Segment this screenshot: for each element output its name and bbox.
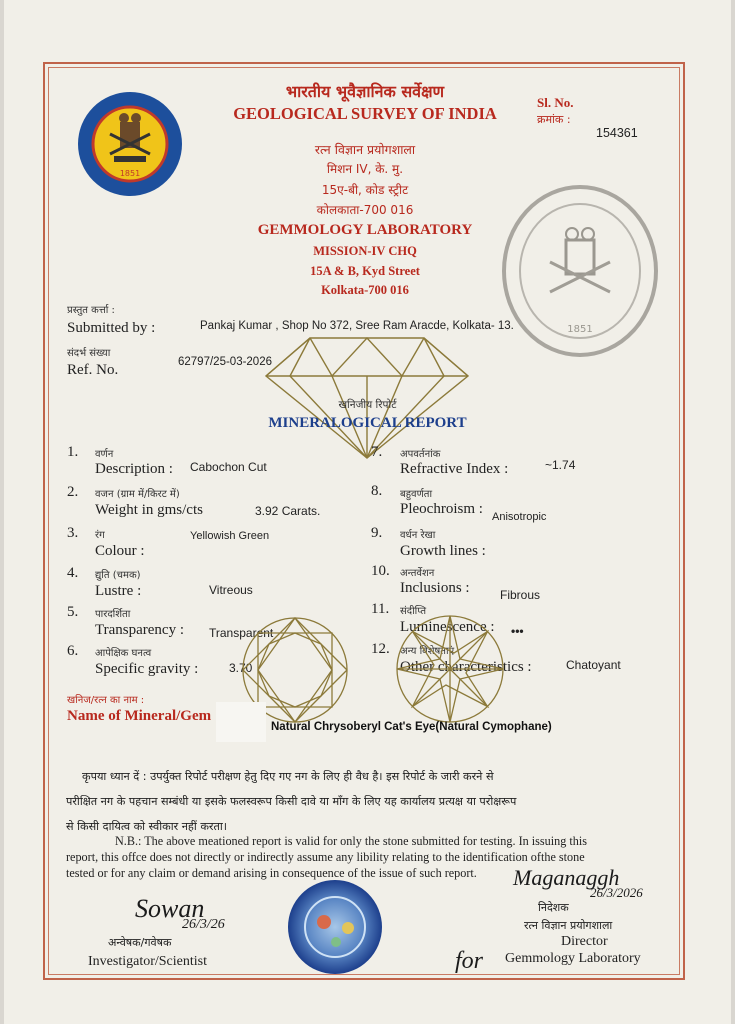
item-10-hindi: अन्तर्वेशन bbox=[400, 568, 435, 579]
header-hindi-title: भारतीय भूवैज्ञानिक सर्वेक्षण bbox=[285, 82, 445, 101]
sl-label: Sl. No. bbox=[537, 95, 574, 110]
item-2-value: 3.92 Carats. bbox=[255, 504, 321, 518]
item-10-value: Fibrous bbox=[500, 588, 541, 602]
report-title-hindi: खनिजीय रिपोर्ट bbox=[338, 399, 397, 411]
item-12-value: Chatoyant bbox=[566, 658, 621, 672]
ref-label: Ref. No. bbox=[67, 362, 119, 378]
mineral-value: Natural Chrysoberyl Cat's Eye(Natural Cymophane) bbox=[271, 721, 552, 733]
submitted-value: Pankaj Kumar , Shop No 372, Sree Ram Aracde, Kolkata- 13. bbox=[200, 320, 514, 332]
item-5-hindi: पारदर्शिता bbox=[95, 609, 131, 620]
sl-label-hindi: क्रमांक : bbox=[537, 113, 571, 126]
item-3-label: Colour : bbox=[95, 543, 145, 559]
item-12-hindi: अन्य विशेषताएं bbox=[400, 646, 455, 657]
ref-value: 62797/25-03-2026 bbox=[178, 356, 272, 368]
item-1-value: Cabochon Cut bbox=[190, 460, 267, 474]
sl-number: 154361 bbox=[596, 126, 638, 140]
note-en-1: N.B.: The above meationed report is valid for only the stone submitted for testing. In issuing this bbox=[115, 834, 587, 848]
embossed-seal bbox=[500, 182, 660, 360]
submitted-label: Submitted by : bbox=[67, 320, 156, 336]
item-6-label: Specific gravity : bbox=[95, 661, 199, 677]
note-hindi-3: से किसी दायित्व को स्वीकार नहीं करता। bbox=[66, 820, 228, 833]
item-3-hindi: रंग bbox=[95, 530, 105, 541]
for-handwriting: for bbox=[455, 948, 484, 974]
item-9-number: 9. bbox=[371, 525, 383, 541]
director-label-2: Gemmology Laboratory bbox=[505, 951, 641, 966]
item-9-label: Growth lines : bbox=[400, 543, 486, 559]
item-8-label: Pleochroism : bbox=[400, 501, 483, 517]
investigator-signature: Sowan bbox=[135, 894, 205, 923]
item-8-number: 8. bbox=[371, 483, 383, 499]
item-1-label: Description : bbox=[95, 461, 173, 477]
lab-name: GEMMOLOGY LABORATORY bbox=[257, 222, 473, 238]
lab-address-2: 15A & B, Kyd Street bbox=[310, 264, 420, 278]
item-4-number: 4. bbox=[67, 565, 79, 581]
item-5-value: Transparent bbox=[209, 626, 274, 640]
header-title: GEOLOGICAL SURVEY OF INDIA bbox=[233, 104, 497, 123]
submitted-hindi: प्रस्तुत कर्त्ता : bbox=[67, 305, 115, 316]
director-hindi-1: निदेशक bbox=[538, 901, 569, 914]
item-11-value: ••• bbox=[511, 624, 524, 638]
item-3-number: 3. bbox=[67, 525, 79, 541]
lab-hindi-2: मिशन IV, के. मु. bbox=[326, 162, 404, 176]
item-9-hindi: वर्धन रेखा bbox=[400, 530, 436, 541]
item-10-number: 10. bbox=[371, 563, 390, 579]
director-signature: Maganaggh bbox=[513, 865, 620, 890]
director-hindi-2: रत्न विज्ञान प्रयोगशाला bbox=[524, 919, 613, 932]
item-4-label: Lustre : bbox=[95, 583, 142, 599]
item-7-value: ~1.74 bbox=[545, 458, 576, 472]
item-5-number: 5. bbox=[67, 604, 79, 620]
item-2-number: 2. bbox=[67, 484, 79, 500]
director-label-1: Director bbox=[561, 934, 608, 949]
item-11-hindi: संदीप्ति bbox=[400, 606, 427, 617]
redaction-patch bbox=[216, 702, 266, 742]
note-hindi-1: कृपया ध्यान दें : उपर्युक्त रिपोर्ट परीक्षण हेतु दिए गए नग के लिए ही वैध है। इस रिपोर्ट के जारी करने से bbox=[82, 770, 494, 783]
note-hindi-2: परीक्षित नग के पहचान सम्बंधी या इसके फलस्वरूप किसी दावे या माँग के लिए यह कार्यालय प्रत्यक्ष या परोक्षरूप bbox=[66, 795, 517, 808]
item-11-number: 11. bbox=[371, 601, 390, 617]
item-2-hindi: वजन (ग्राम में/किरट में) bbox=[95, 489, 180, 500]
lab-hindi-1: रत्न विज्ञान प्रयोगशाला bbox=[314, 142, 416, 157]
item-8-value: Anisotropic bbox=[492, 511, 547, 523]
diamond-pavilion-graphic bbox=[394, 613, 506, 725]
item-8-hindi: बहुवर्णता bbox=[400, 489, 433, 500]
item-5-label: Transparency : bbox=[95, 622, 185, 638]
gsi-logo bbox=[76, 84, 184, 204]
seal-year: 1851 bbox=[567, 324, 593, 335]
lab-hindi-3: 15ए-बी, कोड स्ट्रीट bbox=[321, 183, 409, 197]
mineral-label: Name of Mineral/Gem bbox=[67, 708, 212, 724]
item-4-hindi: द्युति (चमक) bbox=[95, 570, 141, 581]
item-7-hindi: अपवर्तनांक bbox=[400, 449, 441, 460]
item-7-number: 7. bbox=[371, 444, 383, 460]
item-10-label: Inclusions : bbox=[400, 580, 470, 596]
note-en-3: tested or for any claim or demand arising in consequence of the issue of such report. bbox=[66, 866, 477, 880]
item-1-number: 1. bbox=[67, 444, 79, 460]
item-7-label: Refractive Index : bbox=[400, 461, 509, 477]
item-12-number: 12. bbox=[371, 641, 390, 657]
note-en-2: report, this offce does not directly or indirectly assume any libility relating to the identification ofthe stone bbox=[66, 850, 585, 864]
lab-address-1: MISSION-IV CHQ bbox=[313, 244, 417, 258]
ref-hindi: संदर्भ संख्या bbox=[67, 348, 111, 359]
logo-year: 1851 bbox=[119, 169, 141, 178]
investigator-label: Investigator/Scientist bbox=[88, 954, 207, 969]
item-3-value: Yellowish Green bbox=[190, 530, 270, 542]
director-signature-date: 26/3/2026 bbox=[590, 885, 643, 900]
report-title: MINERALOGICAL REPORT bbox=[268, 415, 467, 431]
item-6-number: 6. bbox=[67, 643, 79, 659]
lab-address-3: Kolkata-700 016 bbox=[321, 283, 409, 297]
item-2-label: Weight in gms/cts bbox=[95, 502, 203, 518]
investigator-hindi: अन्वेषक/गवेषक bbox=[108, 936, 172, 949]
mineral-hindi: खनिज/रत्न का नाम : bbox=[67, 695, 145, 706]
investigator-signature-date: 26/3/26 bbox=[182, 917, 225, 932]
item-6-hindi: आपेक्षिक घनत्व bbox=[95, 648, 152, 659]
hologram-seal bbox=[286, 878, 384, 976]
item-4-value: Vitreous bbox=[209, 583, 253, 597]
lab-hindi-4: कोलकाता-700 016 bbox=[316, 203, 414, 217]
item-11-label: Luminescence : bbox=[400, 619, 495, 635]
item-1-hindi: वर्णन bbox=[95, 449, 114, 460]
item-6-value: 3.70 bbox=[229, 661, 253, 675]
item-12-label: Other characteristics : bbox=[400, 659, 532, 675]
